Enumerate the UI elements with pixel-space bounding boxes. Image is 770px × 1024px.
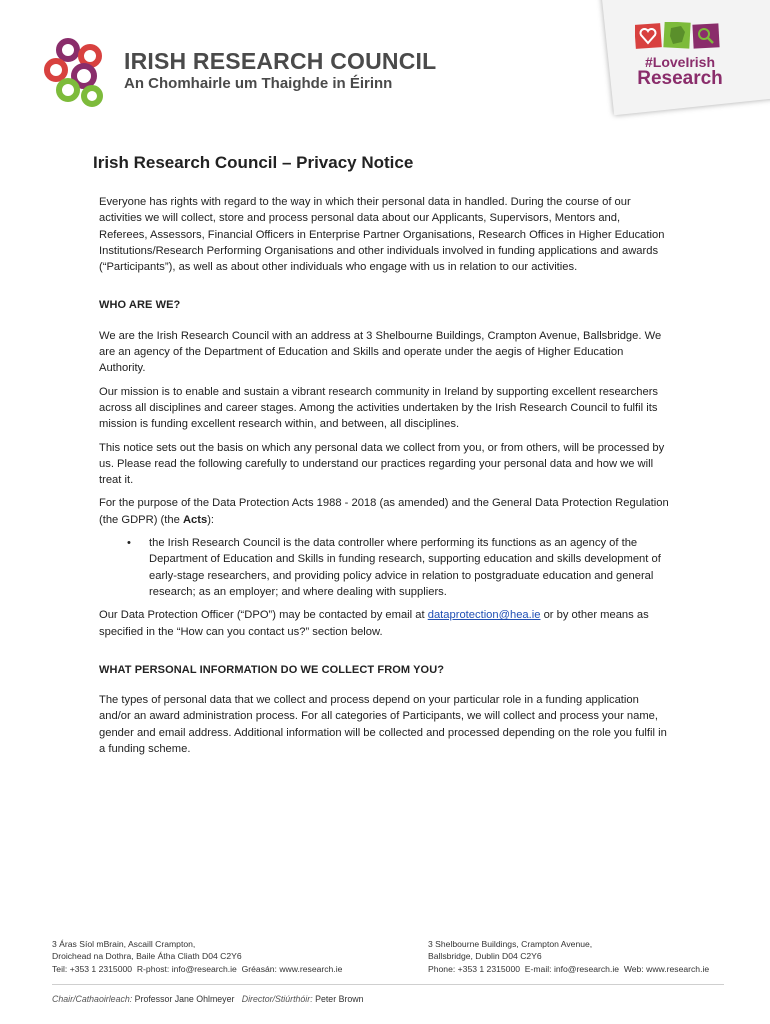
- director-name: Peter Brown: [315, 994, 364, 1004]
- footer-email: info@research.ie: [171, 963, 237, 974]
- director-label: Director/Stiúrthóir:: [241, 994, 313, 1004]
- footer-phone: +353 1 2315000: [457, 963, 521, 974]
- who-paragraph-4: [99, 495, 669, 528]
- footer-web: www.research.ie: [279, 963, 343, 974]
- badge-icons: [635, 22, 721, 50]
- organisation-name-irish: An Chomhairle um Thaighde in Éirinn: [124, 75, 393, 92]
- who-paragraph-1: We are the Irish Research Council with an address at 3 Shelbourne Buildings, Crampton Avenue, Ballsbridge. We are an agency of the Department of Education and Skills and operate under the aegis of Higher Education Authority.: [99, 329, 662, 375]
- acts-term: Acts: [182, 513, 208, 526]
- heart-icon: [635, 23, 662, 49]
- who-paragraph-4-end: ):: [207, 513, 215, 526]
- footer-left-line-2: Droichead na Dothra, Baile Átha Cliath D04 C2Y6: [52, 951, 242, 962]
- footer-email-label: R-phost:: [136, 963, 170, 974]
- footer-right-line-1: 3 Shelbourne Buildings, Crampton Avenue,: [428, 939, 593, 949]
- footer-left-line-1: 3 Áras Síol mBrain, Ascaill Crampton,: [52, 939, 196, 949]
- controller-list: [99, 535, 669, 600]
- footer-web-label: Gréasán:: [241, 963, 277, 974]
- who-paragraph-3: This notice sets out the basis on which any personal data we collect from you, or from others, will be processed by us. Please read the following carefully to understand our practices regarding your personal data and how we will treat it.: [99, 441, 665, 487]
- intro-paragraph: Everyone has rights with regard to the way in which their personal data in handled. During the course of our activities we will collect, store and process personal data about our Applicants, Supervisors, Mentors and, Referees, Assessors, Financial Officers in Enterprise Partner Organisations, Research Offices in Higher Education Institutions/Research Performing Organisations and other individuals involved in funding applications and awards (“Participants”), as well as about other individuals who engage with us in relation to our activities.: [99, 196, 665, 274]
- footer-email-label: E-mail:: [524, 963, 552, 974]
- footer-divider: [52, 984, 724, 985]
- dpo-text-end: or by other means as specified in the “How can you contact us?” section below.: [99, 609, 649, 638]
- footer-email: info@research.ie: [553, 963, 620, 974]
- footer-right-line-2: Ballsbridge, Dublin D04 C2Y6: [428, 951, 542, 962]
- magnifier-icon: [692, 23, 719, 48]
- who-paragraph-2: Our mission is to enable and sustain a vibrant research community in Ireland by supporting excellent researchers across all disciplines and career stages. Among the activities undertaken by the Irish Research Council to fulfil its mission is funding excellent research within, and between, all disciplines.: [99, 385, 659, 431]
- footer-address-english: [428, 938, 709, 975]
- page-title: Irish Research Council – Privacy Notice: [93, 153, 414, 172]
- chair-name: Professor Jane Ohlmeyer: [134, 994, 235, 1004]
- footer-tel-label: Teil:: [52, 963, 68, 974]
- section-heading-personal-information: WHAT PERSONAL INFORMATION DO WE COLLECT FROM YOU?: [99, 663, 445, 676]
- footer-tel: +353 1 2315000: [69, 963, 133, 974]
- footer-right-contacts: [428, 963, 709, 975]
- footer-address-irish: [52, 938, 342, 975]
- footer-web: www.research.ie: [646, 963, 710, 974]
- dpo-paragraph: [99, 607, 669, 640]
- document-body: [99, 194, 669, 764]
- dpo-text-start: Our Data Protection Officer (“DPO”) may be contacted by email at: [99, 609, 428, 622]
- badge-hashtag: #LoveIrish: [644, 54, 716, 70]
- dpo-email-link[interactable]: dataprotection@hea.ie: [427, 609, 541, 622]
- who-paragraph-4-start: For the purpose of the Data Protection Acts 1988 - 2018 (as amended) and the General Data Protection Regulation (the GDPR) (the: [99, 497, 669, 526]
- section-heading-who-are-we: WHO ARE WE?: [99, 299, 181, 312]
- chair-label: Chair/Cathaoirleach:: [52, 994, 133, 1004]
- footer-officers: [52, 994, 364, 1004]
- collect-paragraph-1: The types of personal data that we collect and process depend on your particular role in a funding application and/or an award administration process. For all categories of Participants, we will collect and process your name, gender and email address. Additional information will be collected and processed depending on the role you fulfil in a funding scheme.: [99, 694, 667, 756]
- footer-phone-label: Phone:: [428, 963, 456, 974]
- organisation-name: IRISH RESEARCH COUNCIL: [124, 48, 437, 74]
- list-item: [127, 535, 669, 600]
- ireland-map-icon: [663, 22, 690, 49]
- list-item-text: the Irish Research Council is the data controller where performing its functions as an agency of the Department of Education and Skills in funding research, supporting education and skills development of early-stage researchers, and providing policy advice in relation to postgraduate education and general research; as an employer; and where dealing with suppliers.: [149, 537, 661, 598]
- footer-left-contacts: [52, 963, 342, 975]
- bullet-icon: •: [127, 537, 131, 550]
- footer-web-label: Web:: [623, 963, 644, 974]
- irish-research-council-logo-icon: [42, 38, 116, 110]
- badge-word: Research: [637, 68, 723, 89]
